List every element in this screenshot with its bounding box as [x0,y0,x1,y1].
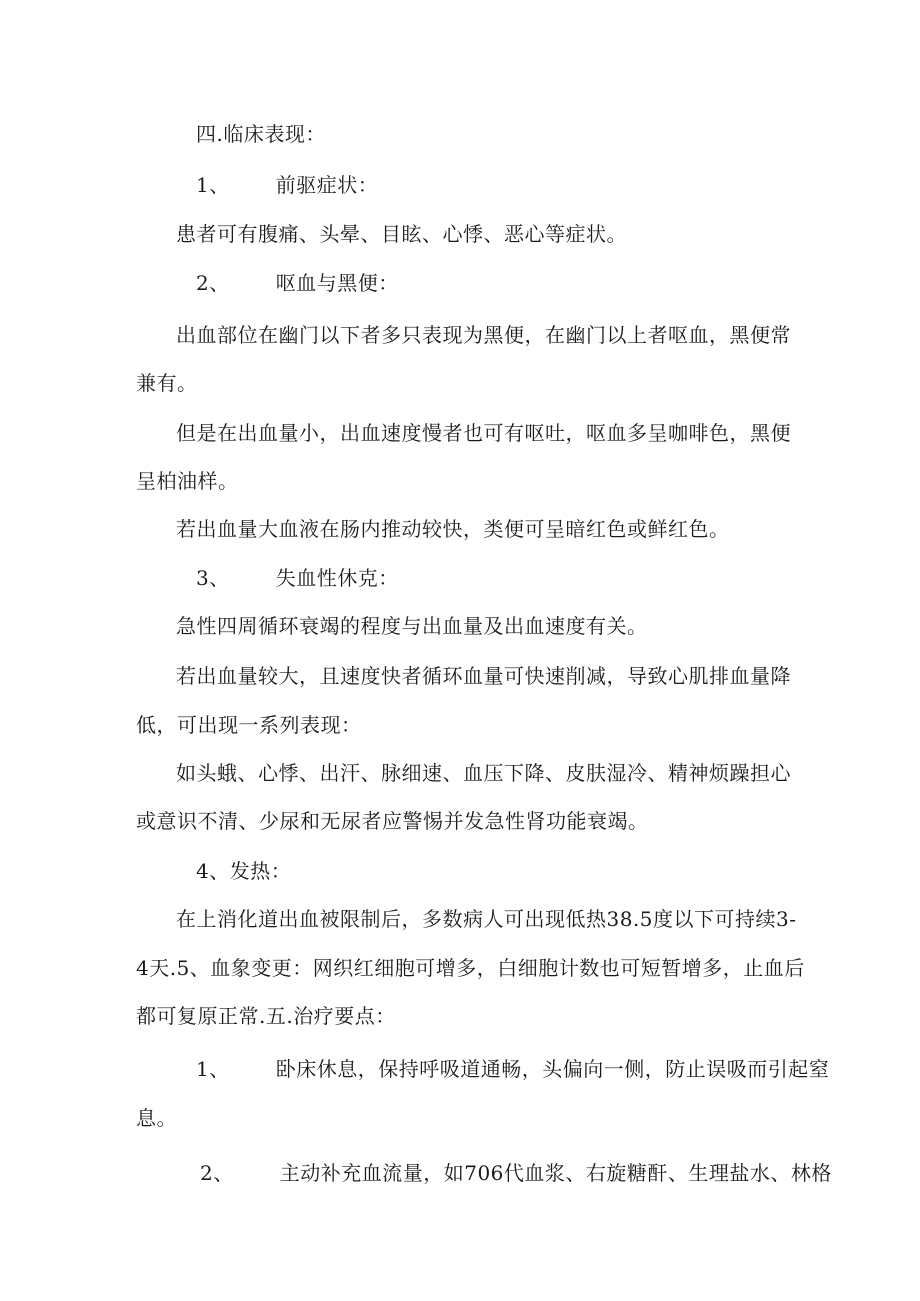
paragraph-line: 呈柏油样。 [136,469,239,493]
item-number: 2、 [196,271,230,295]
item-number: 3、 [196,566,230,590]
paragraph-line: 在上消化道出血被限制后，多数病人可出现低热38.5度以下可持续3- [176,907,797,931]
paragraph-line: 低，可出现一系列表现： [136,713,362,737]
item-number: 1、 [196,1057,230,1081]
paragraph-line: 如头蛾、心悸、出汗、脉细速、血压下降、皮肤湿冷、精神烦躁担心 [176,761,791,785]
item-title: 前驱症状： [275,173,379,197]
paragraph-line: 急性四周循环衰竭的程度与出血量及出血速度有关。 [176,614,648,638]
treatment-item-1: 1、 卧床休息，保持呼吸道通畅，头偏向一侧，防止误吸而引起窒 [196,1057,830,1081]
item-title: 失血性休克： [275,566,399,590]
subheading-2 [196,271,399,295]
paragraph-line: 4天.5、血象变更：网织红细胞可增多，白细胞计数也可短暂增多，止血后 [136,956,805,980]
item-number: 2、 [200,1161,234,1185]
item-number: 1、 [196,173,230,197]
heading-text: 四.临床表现： [196,122,326,146]
subheading-1 [196,173,378,197]
paragraph-line: 息。 [136,1106,177,1130]
paragraph-line: 都可复原正常.五.治疗要点： [136,1004,396,1028]
paragraph-line: 若出血量较大，且速度快者循环血量可快速削减，导致心肌排血量降 [176,664,791,688]
paragraph-line: 若出血量大血液在肠内推动较快，类便可呈暗红色或鲜红色。 [176,517,730,541]
paragraph-line: 兼有。 [136,371,198,395]
item-title: 呕血与黑便： [275,271,399,295]
paragraph-line: 出血部位在幽门以下者多只表现为黑便，在幽门以上者呕血，黑便常 [176,323,791,347]
treatment-item-2: 2、 主动补充血流量，如706代血浆、右旋糖酐、生理盐水、林格 [200,1161,832,1185]
paragraph-line: 或意识不清、少尿和无尿者应警惕并发急性肾功能衰竭。 [136,809,649,833]
section-heading-clinical [196,122,326,146]
subheading-3 [196,566,399,590]
paragraph-line: 患者可有腹痛、头晕、目眩、心悸、恶心等症状。 [176,222,627,246]
subheading-4: 4、发热： [196,859,292,883]
paragraph-line: 但是在出血量小，出血速度慢者也可有呕吐，呕血多呈咖啡色，黑便 [176,421,791,445]
